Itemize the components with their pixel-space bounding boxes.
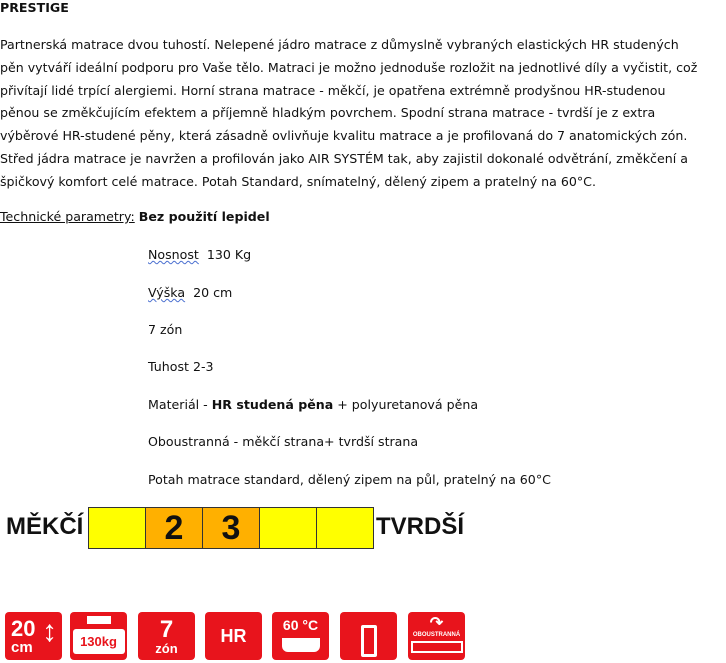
- two-sided-icon: [408, 612, 465, 660]
- description-line: Partnerská matrace dvou tuhostí. Nelepené jádro matrace z důmyslně vybraných elastických HR studených: [0, 37, 679, 52]
- param-glue: Bez použití lepidel: [138, 209, 270, 224]
- hard-label: TVRDŠÍ: [376, 513, 465, 540]
- zones-icon: [138, 612, 195, 660]
- material-bold: HR studená pěna: [211, 397, 334, 412]
- height-icon-unit: cm: [11, 638, 33, 656]
- product-title: PRESTIGE: [0, 0, 69, 15]
- param-sides: Oboustranná - měkčí strana+ tvrdší strana: [148, 434, 419, 449]
- two-sided-label: OBOUSTRANNÁ: [412, 632, 461, 638]
- param-zones: 7 zón: [148, 322, 183, 337]
- param-cover: Potah matrace standard, dělený zipem na půl, pratelný na 60°C: [148, 472, 551, 487]
- material-post: + polyuretanová pěna: [333, 397, 479, 412]
- zipper-icon: [340, 612, 397, 660]
- firmness-cell-3: 3: [203, 508, 260, 548]
- weight-icon: [70, 612, 127, 660]
- wash-temp: 60 °C: [282, 617, 319, 633]
- firmness-cell-1: [89, 508, 146, 548]
- zipper-pull: [361, 625, 377, 657]
- weight-icon-value: 130kg: [73, 629, 125, 654]
- load-label: Nosnost: [148, 247, 199, 262]
- zones-icon-unit: zón: [155, 640, 178, 656]
- soft-label: MĚKČÍ: [6, 513, 84, 540]
- height-label: Výška: [148, 285, 186, 300]
- wash-tub: [282, 638, 320, 652]
- param-firmness: Tuhost 2-3: [148, 359, 214, 374]
- params-row: [0, 209, 270, 225]
- description-line: Střed jádra matrace je navržen a profilován jako AIR SYSTÉM tak, aby zajistil dokonalé odvětrání, změkčení a: [0, 151, 688, 166]
- load-value: 130 Kg: [198, 247, 252, 262]
- description-line: pěnou se změkčujícím efektem a příjemně hladkým povrchem. Spodní strana matrace - tvrdší je z extra: [0, 105, 656, 120]
- height-icon: [5, 612, 62, 660]
- flip-arrow-icon: ↷: [429, 615, 444, 632]
- description-line: přivítají lidé trpící alergiemi. Horní strana matrace - měkčí, je opatřena extrémně prodyšnou HR-studenou: [0, 83, 666, 98]
- param-height: [148, 285, 232, 301]
- firmness-cell-5: [317, 508, 373, 548]
- description-line: špičkový komfort celé matrace. Potah Standard, snímatelný, dělený zipem a pratelný na 60°C.: [0, 174, 596, 189]
- description-line: pěn vytváří ideální podporu pro Vaše tělo. Matraci je možno jednoduše rozložit na jednotlivé díly a vyčistit, což: [0, 60, 698, 75]
- mattress-shape: [411, 641, 463, 653]
- zones-icon-value: 7: [159, 615, 174, 643]
- material-pre: Materiál -: [148, 397, 212, 412]
- wash-icon: [272, 612, 329, 660]
- weight-handle: [87, 616, 111, 624]
- height-value: 20 cm: [185, 285, 233, 300]
- param-load: [148, 247, 251, 263]
- description-line: výběrové HR-studené pěny, která zásadně ovlivňuje kvalitu matrace a je profilovaná do 7 anatomických zón.: [0, 128, 688, 143]
- firmness-cell-4: [260, 508, 317, 548]
- arrow-updown-icon: ↕: [42, 615, 57, 648]
- param-material: [148, 397, 478, 413]
- height-icon-value: 20: [11, 615, 36, 641]
- params-label: Technické parametry:: [0, 209, 135, 224]
- firmness-cell-2: 2: [146, 508, 203, 548]
- firmness-scale: [88, 507, 374, 549]
- hr-foam-icon: HR: [205, 612, 262, 660]
